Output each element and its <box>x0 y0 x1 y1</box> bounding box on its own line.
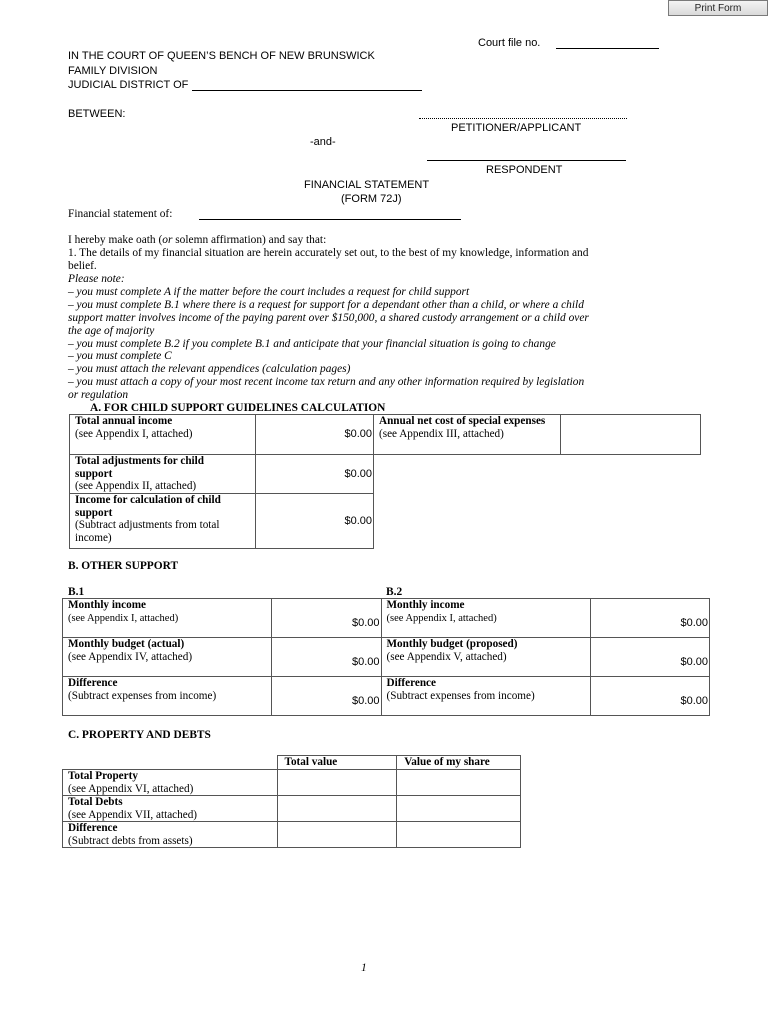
table-row <box>63 638 710 677</box>
note-line: or regulation <box>68 389 129 401</box>
b1-monthly-income-field[interactable]: $0.00 <box>271 599 381 638</box>
petitioner-name-field[interactable] <box>419 118 627 119</box>
difference-value-field[interactable] <box>277 822 397 848</box>
note-line: support matter involves income of the paying parent over $150,000, a shared custody arrangement or a child over <box>68 312 589 324</box>
row-label-bold: Total adjustments for child support <box>75 455 204 480</box>
note-line: Please note: <box>68 273 125 285</box>
table-row <box>63 796 521 822</box>
table-row <box>63 677 710 716</box>
form-number: (FORM 72J) <box>341 193 402 205</box>
b2-difference-field[interactable]: $0.00 <box>591 677 710 716</box>
row-label-detail: (see Appendix I, attached) <box>386 612 497 624</box>
b1-difference-field[interactable]: $0.00 <box>271 677 381 716</box>
table-row <box>70 494 374 549</box>
b1-label-cell <box>63 638 272 677</box>
section-b-heading: B. OTHER SUPPORT <box>68 560 179 572</box>
row-label-detail: (see Appendix VI, attached) <box>68 782 194 795</box>
row-label-bold: Total annual income <box>75 415 173 427</box>
b2-monthly-budget-field[interactable]: $0.00 <box>591 638 710 677</box>
table-row <box>374 415 701 455</box>
row-label-bold: Total Debts <box>68 796 123 808</box>
difference-share-field[interactable] <box>397 822 521 848</box>
row-label-detail: (see Appendix III, attached) <box>379 427 504 440</box>
judicial-district-label: JUDICIAL DISTRICT OF <box>68 79 189 91</box>
special-expenses-field[interactable] <box>561 415 701 455</box>
section-c-heading: C. PROPERTY AND DEBTS <box>68 729 211 741</box>
row-label-bold: Difference <box>386 677 436 689</box>
petitioner-label: PETITIONER/APPLICANT <box>451 122 582 134</box>
row-label-detail: (see Appendix II, attached) <box>75 480 197 492</box>
empty-header-cell <box>63 756 278 770</box>
row-label-bold: Annual net cost of special expenses <box>379 415 546 427</box>
note-line: the age of majority <box>68 325 155 337</box>
note-line: – you must complete B.1 where there is a request for support for a dependant other than a child, or where a child <box>68 299 584 311</box>
note-line: – you must complete C <box>68 350 172 362</box>
row-label-detail: (see Appendix IV, attached) <box>68 650 193 663</box>
table-row <box>63 599 710 638</box>
row-label-detail: (see Appendix VII, attached) <box>68 808 198 821</box>
section-c-table <box>62 755 521 848</box>
total-annual-income-field[interactable]: $0.00 <box>255 415 373 455</box>
b1-label: B.1 <box>68 586 85 598</box>
b2-label-cell <box>381 677 591 716</box>
table-row <box>70 415 374 455</box>
oath-text-a: I hereby make oath ( <box>68 234 163 246</box>
statement-of-field[interactable] <box>199 219 461 220</box>
note-line: – you must complete A if the matter before the court includes a request for child support <box>68 286 470 298</box>
section-c-label-cell <box>63 770 278 796</box>
statement-of-label: Financial statement of: <box>68 208 173 220</box>
special-expenses-table <box>374 414 701 455</box>
total-property-value-field[interactable] <box>277 770 397 796</box>
column-header-my-share: Value of my share <box>397 756 521 770</box>
respondent-name-field[interactable] <box>427 160 626 161</box>
table-row <box>63 756 521 770</box>
total-property-share-field[interactable] <box>397 770 521 796</box>
oath-line-3: belief. <box>68 260 97 272</box>
section-a-label-cell <box>70 415 256 455</box>
print-form-button[interactable]: Print Form <box>668 0 768 16</box>
court-name: IN THE COURT OF QUEEN’S BENCH OF NEW BRUNSWICK <box>68 50 375 62</box>
row-label-bold: Difference <box>68 822 118 834</box>
b2-monthly-income-field[interactable]: $0.00 <box>591 599 710 638</box>
row-label-detail: (Subtract expenses from income) <box>68 689 217 702</box>
court-file-label <box>478 37 540 49</box>
section-a-label-cell <box>70 455 256 494</box>
total-debts-share-field[interactable] <box>397 796 521 822</box>
section-a-label-cell <box>70 494 256 549</box>
table-row <box>63 822 521 848</box>
note-line: – you must attach the relevant appendices (calculation pages) <box>68 363 351 375</box>
oath-text-or: or <box>162 234 173 246</box>
b1-label-cell <box>63 677 272 716</box>
row-label-bold: Monthly budget (actual) <box>68 638 185 650</box>
judicial-district-field[interactable] <box>192 90 422 91</box>
b2-label-cell <box>381 638 591 677</box>
court-division: FAMILY DIVISION <box>68 65 158 77</box>
table-row <box>70 455 374 494</box>
note-line: – you must complete B.2 if you complete B.1 and anticipate that your financial situation is going to change <box>68 338 556 350</box>
oath-text-b: solemn affirmation) and say that: <box>172 234 327 246</box>
row-label-detail: (Subtract adjustments from total income) <box>75 519 220 544</box>
row-label-detail: (see Appendix I, attached) <box>68 612 179 624</box>
row-label-bold: Income for calculation of child support <box>75 494 221 519</box>
row-label-detail: (Subtract debts from assets) <box>68 834 193 847</box>
table-row <box>63 770 521 796</box>
column-header-total-value: Total value <box>277 756 397 770</box>
b1-monthly-budget-field[interactable]: $0.00 <box>271 638 381 677</box>
respondent-label: RESPONDENT <box>486 164 563 176</box>
note-line: – you must attach a copy of your most recent income tax return and any other information required by legislation <box>68 376 585 388</box>
court-file-number-field[interactable] <box>556 48 659 49</box>
between-label: BETWEEN: <box>68 108 126 120</box>
section-c-label-cell <box>63 822 278 848</box>
section-b-table <box>62 598 710 716</box>
and-label: -and- <box>310 136 336 148</box>
income-for-calculation-field[interactable]: $0.00 <box>255 494 373 549</box>
form-title: FINANCIAL STATEMENT <box>304 179 430 191</box>
oath-line-2: 1. The details of my financial situation are herein accurately set out, to the best of my knowledge, information and <box>68 247 589 259</box>
b2-label-cell <box>381 599 591 638</box>
row-label-bold: Monthly income <box>386 599 465 611</box>
row-label-bold: Total Property <box>68 770 138 782</box>
row-label-bold: Difference <box>68 677 118 689</box>
row-label-detail: (see Appendix V, attached) <box>386 650 507 663</box>
row-label-bold: Monthly income <box>68 599 146 611</box>
section-a-table <box>69 414 374 549</box>
row-label-detail: (Subtract expenses from income) <box>386 689 535 702</box>
court-file-label-text: Court file no. <box>478 37 541 49</box>
section-a-heading: A. FOR CHILD SUPPORT GUIDELINES CALCULATION <box>90 402 386 414</box>
special-expenses-label-cell <box>374 415 561 455</box>
row-label-detail: (see Appendix I, attached) <box>75 427 193 440</box>
page-number: 1 <box>361 962 367 974</box>
oath-line-1 <box>68 234 326 246</box>
b1-label-cell <box>63 599 272 638</box>
total-debts-value-field[interactable] <box>277 796 397 822</box>
section-c-label-cell <box>63 796 278 822</box>
total-adjustments-field[interactable]: $0.00 <box>255 455 373 494</box>
b2-label: B.2 <box>386 586 403 598</box>
row-label-bold: Monthly budget (proposed) <box>386 638 518 650</box>
